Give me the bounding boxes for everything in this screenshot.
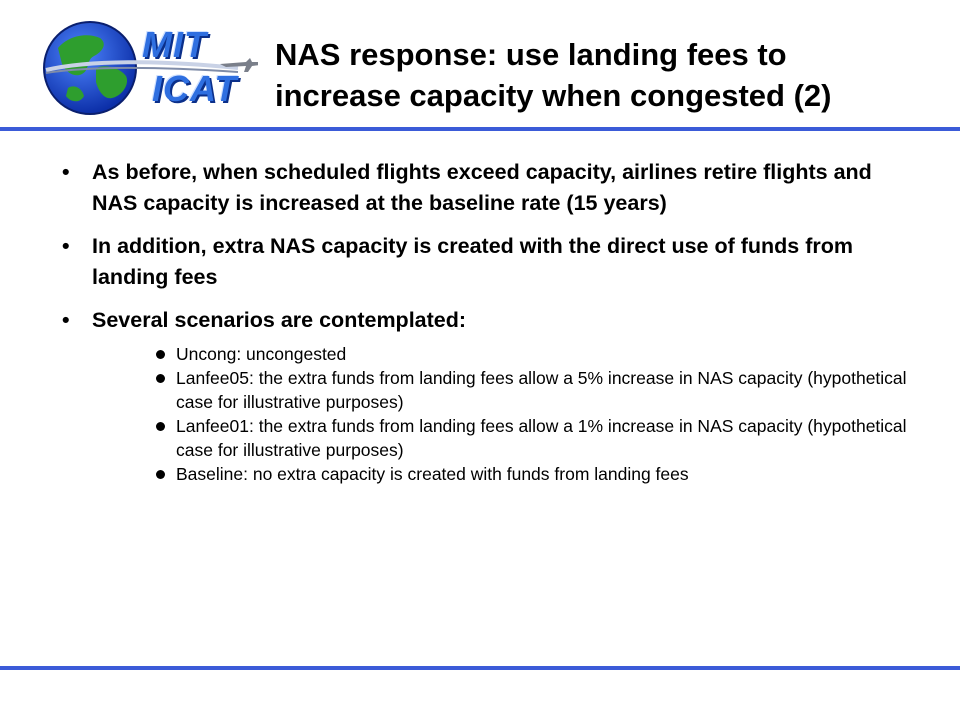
bottom-divider (0, 666, 960, 670)
sub-bullet-item (156, 342, 922, 366)
logo-mit-text: MIT (142, 24, 207, 65)
sub-bullet-dot (156, 470, 165, 479)
bullet-marker: • (62, 234, 70, 258)
sub-bullet-item (156, 366, 922, 414)
sub-bullet-dot (156, 422, 165, 431)
bullet-marker: • (62, 308, 70, 332)
slide-title (275, 34, 945, 116)
bullet-item (62, 305, 922, 336)
logo-icat-text: ICAT (152, 68, 238, 109)
bullet-item (62, 157, 922, 219)
title-line-1: NAS response: use landing fees to (275, 37, 787, 72)
sub-bullet-text: Uncong: uncongested (176, 344, 347, 364)
sub-bullet-dot (156, 350, 165, 359)
sub-bullet-text: Lanfee01: the extra funds from landing fees allow a 1% increase in NAS capacity (hypothetical case for illustrative purposes) (176, 416, 907, 460)
bullet-item (62, 231, 922, 293)
mit-icat-logo (38, 18, 258, 118)
sub-bullet-item (156, 414, 922, 462)
bullet-text: As before, when scheduled flights exceed capacity, airlines retire flights and NAS capacity is increased at the baseline rate (15 years) (92, 160, 872, 215)
sub-bullet-item (156, 462, 922, 486)
sub-bullet-text: Lanfee05: the extra funds from landing fees allow a 5% increase in NAS capacity (hypothetical case for illustrative purposes) (176, 368, 907, 412)
bullet-list (62, 157, 922, 486)
bullet-marker: • (62, 160, 70, 184)
sub-bullet-dot (156, 374, 165, 383)
sub-bullet-text: Baseline: no extra capacity is created with funds from landing fees (176, 464, 689, 484)
title-line-2: increase capacity when congested (2) (275, 78, 832, 113)
bullet-text: Several scenarios are contemplated: (92, 308, 467, 332)
bullet-text: In addition, extra NAS capacity is created with the direct use of funds from landing fees (92, 234, 854, 289)
top-divider (0, 127, 960, 131)
